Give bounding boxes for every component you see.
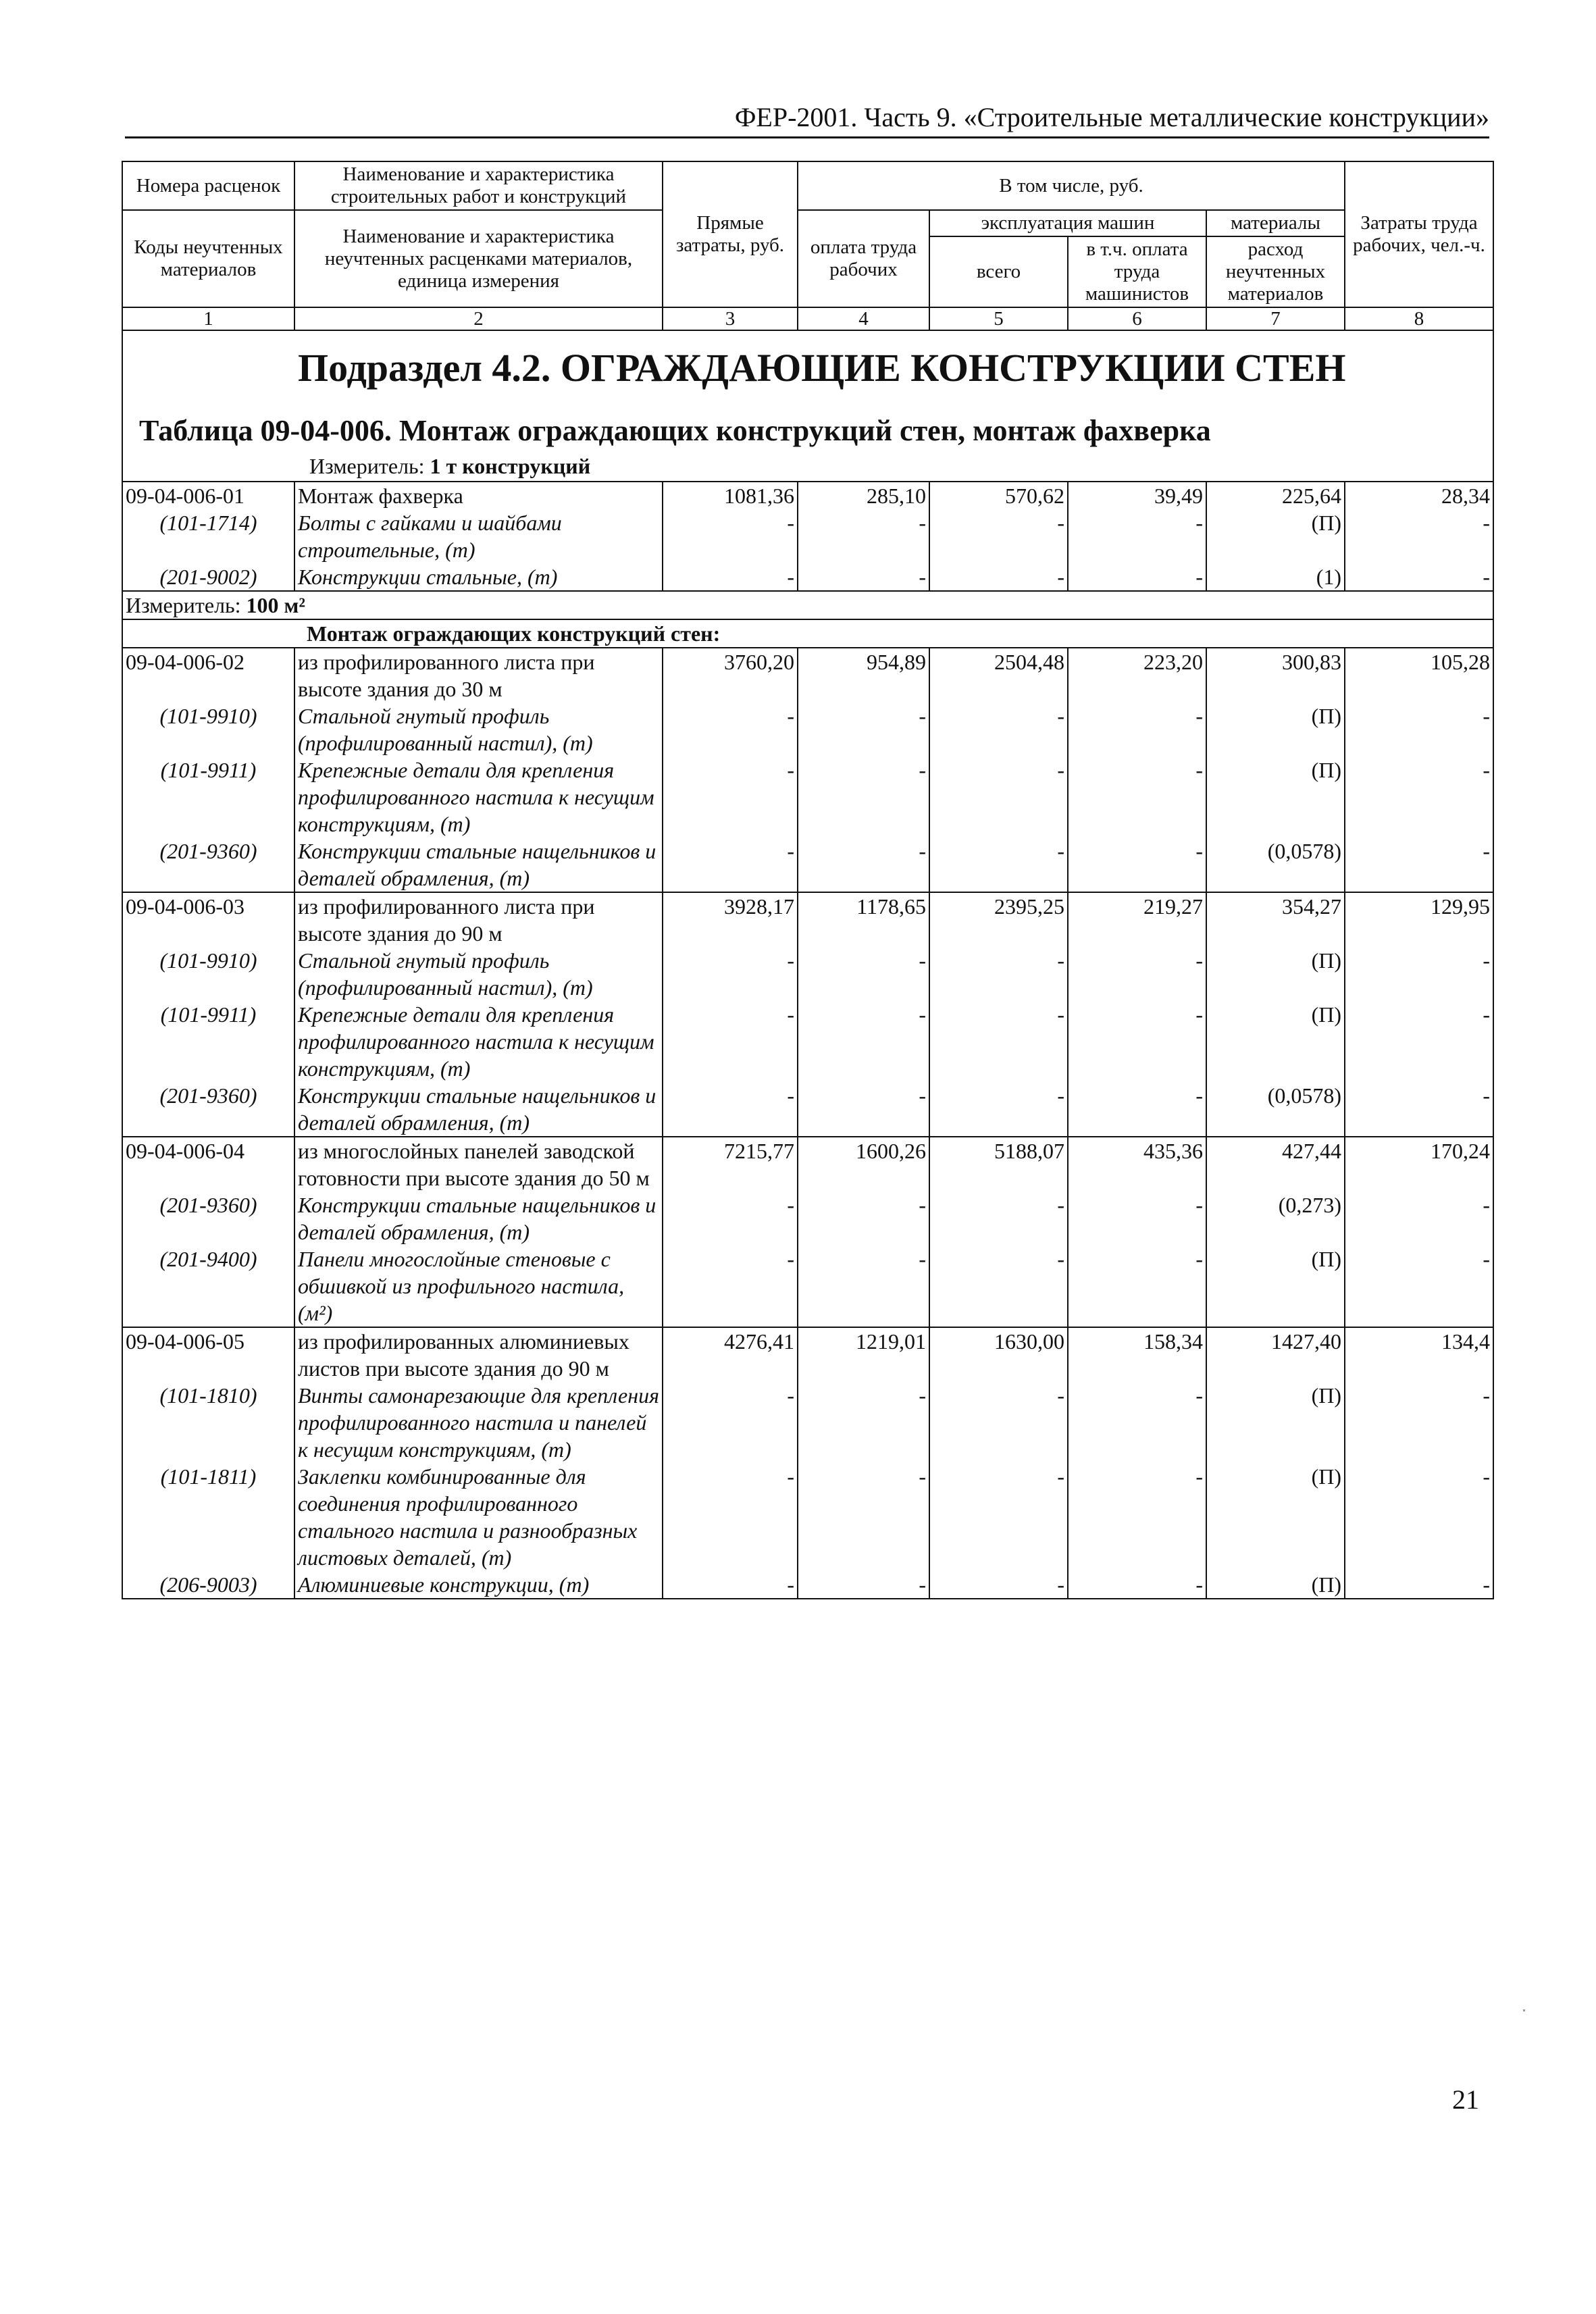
value-c8: 105,28 — [1345, 648, 1493, 702]
value-c6: 158,34 — [1068, 1327, 1206, 1382]
value-c8: - — [1345, 756, 1493, 838]
subsection-title: Подраздел 4.2. ОГРАЖДАЮЩИЕ КОНСТРУКЦИИ СТЕН — [298, 346, 1346, 390]
value-c3: - — [663, 1082, 798, 1137]
value-c5: - — [929, 756, 1068, 838]
meter-label: Измеритель: — [309, 454, 430, 478]
header-including: В том числе, руб. — [798, 161, 1345, 210]
material-description: Алюминиевые конструкции, (т) — [294, 1571, 663, 1599]
material-description: Конструкции стальные нащельников и деталей обрамления, (т) — [294, 838, 663, 892]
value-c6: - — [1068, 563, 1206, 591]
value-c4: 1600,26 — [798, 1137, 929, 1191]
meter-1 — [126, 453, 1490, 481]
rate-row — [122, 892, 1493, 947]
value-c8: - — [1345, 838, 1493, 892]
material-description: Крепежные детали для крепления профилированного настила к несущим конструкциям, (т) — [294, 756, 663, 838]
value-c5: - — [929, 1001, 1068, 1082]
value-c6: 223,20 — [1068, 648, 1206, 702]
value-c7: (0,0578) — [1206, 838, 1345, 892]
material-row — [122, 563, 1493, 591]
material-description: Конструкции стальные, (т) — [294, 563, 663, 591]
value-c8: 134,4 — [1345, 1327, 1493, 1382]
value-c4: - — [798, 1382, 929, 1463]
value-c3: - — [663, 838, 798, 892]
value-c3: - — [663, 947, 798, 1001]
value-c5: 2504,48 — [929, 648, 1068, 702]
header-names: Наименование и характеристика строительных работ и конструкций — [294, 161, 663, 210]
rate-row — [122, 482, 1493, 509]
value-c8: - — [1345, 1382, 1493, 1463]
material-code: (101-1714) — [122, 509, 294, 563]
material-description: Конструкции стальные нащельников и деталей обрамления, (т) — [294, 1191, 663, 1245]
value-c7: (П) — [1206, 509, 1345, 563]
meter-label: Измеритель: — [126, 593, 247, 617]
value-c8: 28,34 — [1345, 482, 1493, 509]
value-c6: - — [1068, 1463, 1206, 1571]
value-c7: 225,64 — [1206, 482, 1345, 509]
value-c5: - — [929, 563, 1068, 591]
material-code: (201-9002) — [122, 563, 294, 591]
header-labor-costs: Затраты труда рабочих, чел.-ч. — [1345, 161, 1493, 307]
value-c8: - — [1345, 1571, 1493, 1599]
material-row — [122, 1463, 1493, 1571]
table-body — [122, 330, 1493, 1599]
value-c7: 300,83 — [1206, 648, 1345, 702]
material-row — [122, 756, 1493, 838]
value-c4: 285,10 — [798, 482, 929, 509]
value-c5: - — [929, 1463, 1068, 1571]
header-material-consumption: расход неучтенных материалов — [1206, 236, 1345, 307]
material-row — [122, 1382, 1493, 1463]
material-row — [122, 702, 1493, 756]
title-cell — [122, 330, 1493, 482]
value-c6: 435,36 — [1068, 1137, 1206, 1191]
value-c7: (П) — [1206, 1571, 1345, 1599]
value-c5: - — [929, 509, 1068, 563]
material-description: Крепежные детали для крепления профилированного настила к несущим конструкциям, (т) — [294, 1001, 663, 1082]
material-row — [122, 1191, 1493, 1245]
column-numbers — [122, 307, 1493, 330]
material-code: (101-9910) — [122, 947, 294, 1001]
value-c4: - — [798, 1191, 929, 1245]
value-c6: - — [1068, 1245, 1206, 1327]
material-description: Панели многослойные стеновые с обшивкой из профильного настила, (м²) — [294, 1245, 663, 1327]
material-description: Стальной гнутый профиль (профилированный настил), (т) — [294, 702, 663, 756]
value-c6: - — [1068, 838, 1206, 892]
value-c3: 3760,20 — [663, 648, 798, 702]
value-c8: - — [1345, 509, 1493, 563]
value-c4: 1178,65 — [798, 892, 929, 947]
page-header: ФЕР-2001. Часть 9. «Строительные металлические конструкции» — [125, 101, 1489, 138]
material-code: (201-9360) — [122, 1191, 294, 1245]
header-worker-pay: оплата труда рабочих — [798, 210, 929, 307]
table-header — [122, 161, 1493, 330]
material-code: (101-9911) — [122, 756, 294, 838]
value-c4: - — [798, 509, 929, 563]
value-c5: - — [929, 1571, 1068, 1599]
value-c6: - — [1068, 702, 1206, 756]
value-c8: - — [1345, 1191, 1493, 1245]
value-c5: 5188,07 — [929, 1137, 1068, 1191]
value-c7: (0,273) — [1206, 1191, 1345, 1245]
value-c3: - — [663, 702, 798, 756]
value-c6: - — [1068, 1082, 1206, 1137]
value-c3: - — [663, 1245, 798, 1327]
value-c8: - — [1345, 1001, 1493, 1082]
rate-code: 09-04-006-04 — [122, 1137, 294, 1191]
value-c7: (1) — [1206, 563, 1345, 591]
value-c4: - — [798, 1082, 929, 1137]
value-c4: - — [798, 1463, 929, 1571]
value-c6: - — [1068, 1001, 1206, 1082]
rate-row — [122, 1327, 1493, 1382]
material-row — [122, 947, 1493, 1001]
value-c7: (П) — [1206, 1245, 1345, 1327]
value-c4: - — [798, 1001, 929, 1082]
value-c5: 570,62 — [929, 482, 1068, 509]
material-description: Винты самонарезающие для крепления профилированного настила и панелей к несущим конструкциям, (т) — [294, 1382, 663, 1463]
value-c4: - — [798, 702, 929, 756]
rate-row — [122, 1137, 1493, 1191]
value-c8: - — [1345, 947, 1493, 1001]
value-c4: - — [798, 1245, 929, 1327]
material-code: (101-1810) — [122, 1382, 294, 1463]
rate-code: 09-04-006-02 — [122, 648, 294, 702]
value-c8: - — [1345, 1082, 1493, 1137]
scan-artifact — [1523, 2009, 1525, 2011]
value-c7: 1427,40 — [1206, 1327, 1345, 1382]
header-material-codes: Коды неучтенных материалов — [122, 210, 294, 307]
material-code: (206-9003) — [122, 1571, 294, 1599]
work-description: из многослойных панелей заводской готовности при высоте здания до 50 м — [294, 1137, 663, 1191]
value-c6: - — [1068, 509, 1206, 563]
meter-value: 1 т конструкций — [430, 454, 591, 478]
value-c3: 7215,77 — [663, 1137, 798, 1191]
value-c5: - — [929, 1382, 1068, 1463]
header-operator-pay: в т.ч. оплата труда машинистов — [1068, 236, 1206, 307]
rate-row — [122, 648, 1493, 702]
value-c5: - — [929, 702, 1068, 756]
work-description: Монтаж фахверка — [294, 482, 663, 509]
material-description: Болты с гайками и шайбами строительные, (т) — [294, 509, 663, 563]
value-c4: - — [798, 838, 929, 892]
column-number: 2 — [294, 307, 663, 330]
value-c3: - — [663, 1463, 798, 1571]
work-description: из профилированного листа при высоте здания до 30 м — [294, 648, 663, 702]
value-c8: - — [1345, 702, 1493, 756]
value-c3: - — [663, 1001, 798, 1082]
rates-sheet — [122, 161, 1493, 1599]
column-number: 1 — [122, 307, 294, 330]
meter-value: 100 м² — [246, 593, 305, 617]
material-row — [122, 1001, 1493, 1082]
header-materials: материалы — [1206, 210, 1345, 236]
meter-2 — [122, 591, 1493, 619]
rate-code: 09-04-006-01 — [122, 482, 294, 509]
rates-table — [122, 161, 1494, 1599]
material-description: Конструкции стальные нащельников и деталей обрамления, (т) — [294, 1082, 663, 1137]
rate-code: 09-04-006-05 — [122, 1327, 294, 1382]
value-c5: 2395,25 — [929, 892, 1068, 947]
value-c6: - — [1068, 1382, 1206, 1463]
material-description: Заклепки комбинированные для соединения профилированного стального настила и разнообразных листовых деталей, (т) — [294, 1463, 663, 1571]
value-c6: - — [1068, 947, 1206, 1001]
value-c5: - — [929, 1082, 1068, 1137]
value-c7: (П) — [1206, 1001, 1345, 1082]
value-c6: - — [1068, 756, 1206, 838]
material-description: Стальной гнутый профиль (профилированный настил), (т) — [294, 947, 663, 1001]
rate-code: 09-04-006-03 — [122, 892, 294, 947]
value-c7: (0,0578) — [1206, 1082, 1345, 1137]
material-code: (101-9910) — [122, 702, 294, 756]
material-code: (101-1811) — [122, 1463, 294, 1571]
material-row — [122, 1082, 1493, 1137]
value-c8: 170,24 — [1345, 1137, 1493, 1191]
value-c3: - — [663, 1191, 798, 1245]
column-number: 8 — [1345, 307, 1493, 330]
value-c5: - — [929, 1245, 1068, 1327]
value-c8: - — [1345, 1463, 1493, 1571]
value-c4: - — [798, 947, 929, 1001]
value-c6: - — [1068, 1571, 1206, 1599]
value-c3: - — [663, 756, 798, 838]
header-machines-total: всего — [929, 236, 1068, 307]
value-c5: 1630,00 — [929, 1327, 1068, 1382]
column-number: 4 — [798, 307, 929, 330]
material-row — [122, 1571, 1493, 1599]
column-number: 5 — [929, 307, 1068, 330]
material-code: (101-9911) — [122, 1001, 294, 1082]
value-c6: - — [1068, 1191, 1206, 1245]
work-description: из профилированного листа при высоте здания до 90 м — [294, 892, 663, 947]
value-c7: (П) — [1206, 756, 1345, 838]
value-c4: 954,89 — [798, 648, 929, 702]
material-row — [122, 1245, 1493, 1327]
page-number: 21 — [1452, 2084, 1479, 2115]
table-title: Таблица 09-04-006. Монтаж ограждающих конструкций стен, монтаж фахверка — [139, 414, 1211, 447]
header-direct-costs: Прямые затраты, руб. — [663, 161, 798, 307]
value-c5: - — [929, 1191, 1068, 1245]
column-number: 3 — [663, 307, 798, 330]
section-label-row — [122, 619, 1493, 648]
value-c7: (П) — [1206, 1463, 1345, 1571]
header-codes: Номера расценок — [122, 161, 294, 210]
header-machines: эксплуатация машин — [929, 210, 1206, 236]
value-c5: - — [929, 838, 1068, 892]
value-c7: (П) — [1206, 947, 1345, 1001]
value-c4: - — [798, 756, 929, 838]
meter-2-row — [122, 591, 1493, 619]
value-c8: 129,95 — [1345, 892, 1493, 947]
value-c4: - — [798, 563, 929, 591]
value-c3: 3928,17 — [663, 892, 798, 947]
value-c6: 39,49 — [1068, 482, 1206, 509]
material-row — [122, 509, 1493, 563]
value-c3: 4276,41 — [663, 1327, 798, 1382]
material-code: (201-9360) — [122, 1082, 294, 1137]
value-c3: - — [663, 509, 798, 563]
material-code: (201-9400) — [122, 1245, 294, 1327]
value-c3: - — [663, 563, 798, 591]
value-c5: - — [929, 947, 1068, 1001]
section-label: Монтаж ограждающих конструкций стен: — [122, 619, 1493, 648]
value-c8: - — [1345, 1245, 1493, 1327]
value-c7: 354,27 — [1206, 892, 1345, 947]
column-number: 6 — [1068, 307, 1206, 330]
value-c8: - — [1345, 563, 1493, 591]
column-number: 7 — [1206, 307, 1345, 330]
value-c7: (П) — [1206, 1382, 1345, 1463]
header-material-names: Наименование и характеристика неучтенных расценками материалов, единица измерения — [294, 210, 663, 307]
value-c7: 427,44 — [1206, 1137, 1345, 1191]
material-row — [122, 838, 1493, 892]
value-c6: 219,27 — [1068, 892, 1206, 947]
value-c4: - — [798, 1571, 929, 1599]
value-c4: 1219,01 — [798, 1327, 929, 1382]
value-c3: - — [663, 1382, 798, 1463]
material-code: (201-9360) — [122, 838, 294, 892]
work-description: из профилированных алюминиевых листов при высоте здания до 90 м — [294, 1327, 663, 1382]
value-c3: 1081,36 — [663, 482, 798, 509]
value-c3: - — [663, 1571, 798, 1599]
value-c7: (П) — [1206, 702, 1345, 756]
